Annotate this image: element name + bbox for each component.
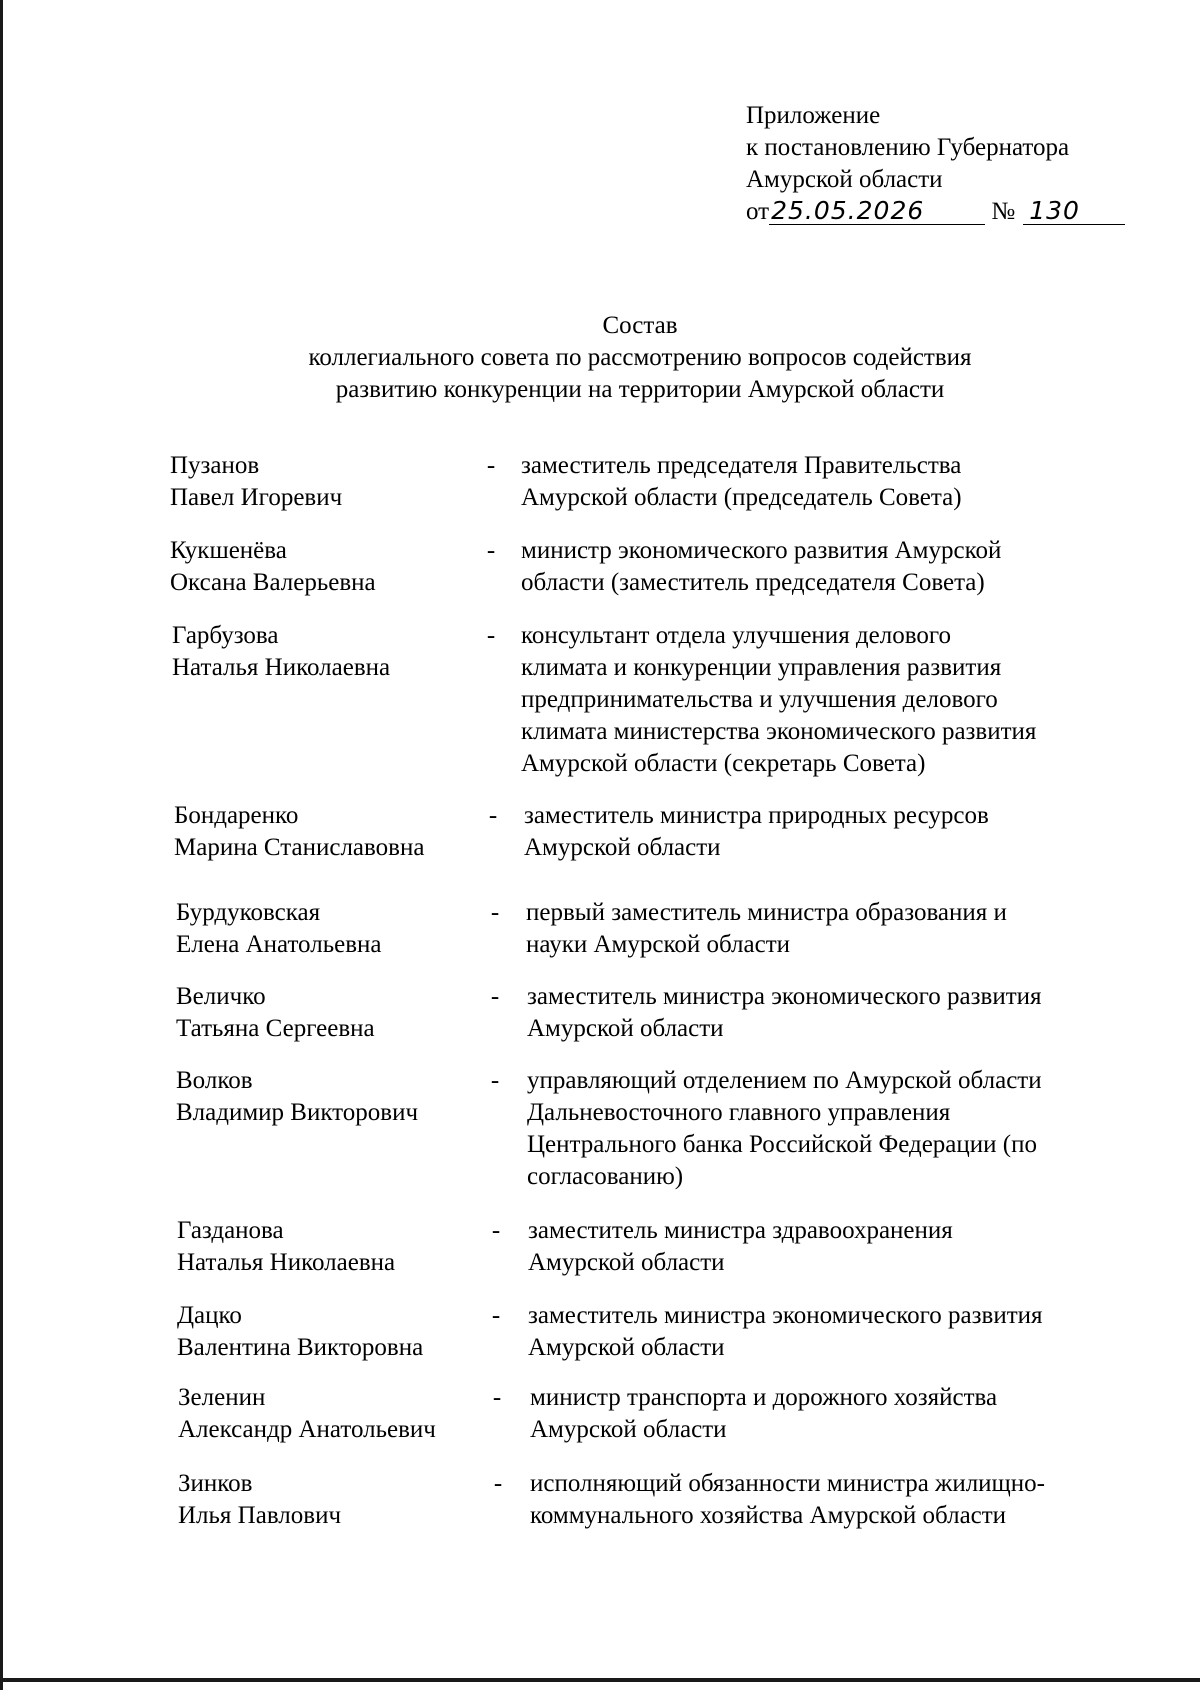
member-dash: - [491, 1217, 501, 1244]
position-line: заместитель министра экономического развития [528, 1302, 1043, 1329]
member-given-name: Александр Анатольевич [178, 1416, 436, 1443]
position-line: согласованию) [527, 1163, 684, 1190]
member-dash: - [490, 983, 500, 1010]
member-position [521, 450, 1161, 514]
member-surname: Зинков [178, 1470, 253, 1497]
member-surname: Газданова [177, 1217, 284, 1244]
member-position [528, 1300, 1168, 1364]
position-line: Дальневосточного главного управления [527, 1099, 951, 1126]
title-line-3: развитию конкуренции на территории Амурской области [335, 376, 945, 403]
position-line: Амурской области (председатель Совета) [521, 484, 962, 511]
member-surname: Дацко [177, 1302, 242, 1329]
position-line: Амурской области [527, 1015, 724, 1042]
appendix-ref-line: к постановлению Губернатора [746, 134, 1070, 161]
member-surname: Величко [176, 983, 266, 1010]
position-line: министр транспорта и дорожного хозяйства [530, 1384, 998, 1411]
position-line: заместитель министра здравоохранения [528, 1217, 953, 1244]
handwritten-date: 25.05.2026 [769, 198, 985, 225]
member-name [174, 800, 474, 864]
position-line: Амурской области [528, 1334, 725, 1361]
appendix-header [746, 100, 1146, 230]
position-line: заместитель председателя Правительства [521, 452, 962, 479]
appendix-region-line: Амурской области [746, 166, 943, 193]
position-line: заместитель министра экономического развития [527, 983, 1042, 1010]
position-line: Амурской области [524, 834, 721, 861]
position-line: климата министерства экономического развития [521, 718, 1037, 745]
member-name [177, 1215, 477, 1279]
member-position [524, 800, 1164, 864]
member-position [530, 1382, 1170, 1446]
member-name [177, 1300, 477, 1364]
member-name [178, 1468, 478, 1532]
appendix-date-line [746, 196, 1146, 230]
document-title [190, 310, 1090, 406]
position-line: области (заместитель председателя Совета) [521, 569, 985, 596]
member-dash: - [486, 452, 496, 479]
member-given-name: Оксана Валерьевна [170, 569, 376, 596]
position-line: климата и конкуренции управления развития [521, 654, 1002, 681]
member-position [526, 897, 1166, 961]
member-surname: Кукшенёва [170, 537, 287, 564]
title-line-2: коллегиального совета по рассмотрению вопросов содействия [308, 344, 972, 371]
member-given-name: Илья Павлович [178, 1502, 342, 1529]
number-sign: № [991, 198, 1016, 225]
member-position [530, 1468, 1170, 1532]
member-given-name: Татьяна Сергеевна [176, 1015, 375, 1042]
member-given-name: Владимир Викторович [176, 1099, 419, 1126]
scan-border-left [0, 0, 3, 1690]
position-line: Амурской области [528, 1249, 725, 1276]
member-position [521, 535, 1161, 599]
member-given-name: Наталья Николаевна [177, 1249, 396, 1276]
position-line: Центрального банка Российской Федерации (по [527, 1131, 1037, 1158]
member-surname: Волков [176, 1067, 253, 1094]
position-line: консультант отдела улучшения делового [521, 622, 951, 649]
position-line: Амурской области (секретарь Совета) [521, 750, 926, 777]
handwritten-number: 130 [1023, 198, 1125, 225]
member-surname: Зеленин [178, 1384, 266, 1411]
position-line: управляющий отделением по Амурской области [527, 1067, 1042, 1094]
member-position [521, 620, 1161, 780]
member-given-name: Валентина Викторовна [177, 1334, 424, 1361]
member-given-name: Павел Игоревич [170, 484, 343, 511]
member-surname: Пузанов [170, 452, 260, 479]
member-surname: Гарбузова [172, 622, 279, 649]
member-dash: - [486, 537, 496, 564]
position-line: министр экономического развития Амурской [521, 537, 1002, 564]
position-line: заместитель министра природных ресурсов [524, 802, 989, 829]
member-dash: - [488, 802, 498, 829]
member-name [176, 897, 476, 961]
member-dash: - [492, 1384, 502, 1411]
member-name [172, 620, 472, 684]
date-prefix: от [746, 198, 770, 225]
member-name [170, 535, 470, 599]
member-dash: - [490, 1067, 500, 1094]
member-given-name: Наталья Николаевна [172, 654, 391, 681]
member-dash: - [491, 1302, 501, 1329]
scan-border-bottom [0, 1678, 1200, 1682]
member-surname: Бурдуковская [176, 899, 321, 926]
member-position [527, 981, 1167, 1045]
member-name [178, 1382, 478, 1446]
member-name [176, 981, 476, 1045]
position-line: исполняющий обязанности министра жилищно- [530, 1470, 1046, 1497]
member-position [528, 1215, 1168, 1279]
member-dash: - [486, 622, 496, 649]
member-name [176, 1065, 476, 1129]
member-dash: - [490, 899, 500, 926]
member-given-name: Елена Анатольевна [176, 931, 382, 958]
member-position [527, 1065, 1167, 1193]
position-line: Амурской области [530, 1416, 727, 1443]
member-name [170, 450, 470, 514]
position-line: предпринимательства и улучшения делового [521, 686, 998, 713]
position-line: науки Амурской области [526, 931, 791, 958]
member-given-name: Марина Станиславовна [174, 834, 425, 861]
position-line: коммунального хозяйства Амурской области [530, 1502, 1007, 1529]
title-line-1: Состав [602, 312, 678, 339]
member-dash: - [493, 1470, 503, 1497]
member-surname: Бондаренко [174, 802, 299, 829]
appendix-title: Приложение [746, 102, 881, 129]
position-line: первый заместитель министра образования и [526, 899, 1007, 926]
